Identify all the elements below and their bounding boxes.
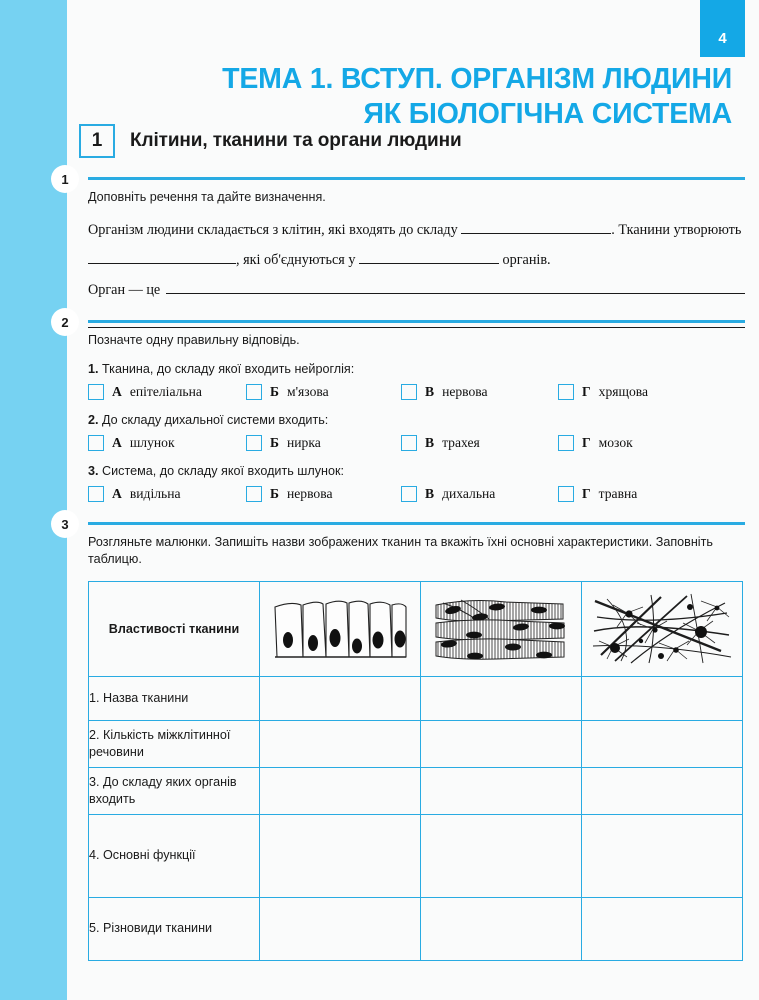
answer-cell[interactable]	[260, 897, 421, 960]
exercise-1-badge: 1	[51, 165, 79, 193]
question-1-options	[88, 384, 745, 400]
page-number: 4	[718, 30, 727, 47]
answer-blank-4[interactable]	[166, 293, 745, 294]
table-row	[89, 897, 743, 960]
exercise-1-instruction: Доповніть речення та дайте визначення.	[88, 190, 326, 204]
row-label-2: 2. Кількість міжклітинної речовини	[89, 720, 260, 767]
question-3-number: 3.	[88, 464, 99, 479]
option-2b[interactable]	[246, 435, 401, 451]
tissue-table	[88, 581, 743, 961]
option-letter: Б	[270, 435, 279, 451]
checkbox-icon[interactable]	[401, 486, 417, 502]
table-header-image-2	[421, 581, 582, 676]
option-3c[interactable]	[401, 486, 558, 502]
table-row	[89, 676, 743, 720]
option-letter: А	[112, 435, 122, 451]
option-letter: А	[112, 486, 122, 502]
question-2-options	[88, 435, 745, 451]
option-letter: В	[425, 384, 435, 400]
option-label: дихальна	[442, 486, 496, 502]
answer-cell[interactable]	[260, 676, 421, 720]
exercise-2-instruction: Позначте одну правильну відповідь.	[88, 333, 300, 347]
answer-blank-1[interactable]	[461, 233, 611, 234]
option-letter: Б	[270, 384, 279, 400]
lesson-header	[79, 124, 462, 158]
option-label: трахея	[442, 435, 480, 451]
checkbox-icon[interactable]	[558, 435, 574, 451]
table-header-row	[89, 581, 743, 676]
answer-blank-2[interactable]	[88, 263, 236, 264]
sentence-part-4: органів.	[502, 252, 551, 269]
theme-title-line-2: ЯК БІОЛОГІЧНА СИСТЕМА	[363, 97, 732, 130]
answer-cell[interactable]	[421, 814, 582, 897]
question-2-number: 2.	[88, 413, 99, 428]
exercise-3-body	[88, 534, 745, 961]
answer-cell[interactable]	[582, 814, 743, 897]
option-label: травна	[598, 486, 638, 502]
answer-cell[interactable]	[260, 814, 421, 897]
option-label: хрящова	[598, 384, 649, 400]
checkbox-icon[interactable]	[88, 435, 104, 451]
answer-cell[interactable]	[582, 676, 743, 720]
exercise-1-sentence	[88, 215, 745, 328]
option-letter: Г	[582, 384, 591, 400]
lesson-number-box: 1	[79, 124, 115, 158]
theme-title-line-1: ТЕМА 1. ВСТУП. ОРГАНІЗМ ЛЮДИНИ	[222, 63, 732, 95]
answer-blank-3[interactable]	[359, 263, 499, 264]
sentence-part-1: Організм людини складається з клітин, які входять до складу	[88, 222, 458, 239]
exercise-3-badge: 3	[51, 510, 79, 538]
answer-cell[interactable]	[582, 720, 743, 767]
exercise-2-body	[88, 332, 745, 502]
answer-cell[interactable]	[260, 720, 421, 767]
sentence-part-3: , які об'єднуються у	[236, 252, 356, 269]
theme-title	[132, 62, 732, 132]
left-blue-sidebar	[0, 0, 67, 1000]
option-1c[interactable]	[401, 384, 558, 400]
exercise-3-rule	[88, 522, 745, 525]
option-2c[interactable]	[401, 435, 558, 451]
checkbox-icon[interactable]	[401, 384, 417, 400]
table-row	[89, 720, 743, 767]
row-label-5: 5. Різновиди тканини	[89, 897, 260, 960]
answer-cell[interactable]	[582, 897, 743, 960]
question-3-options	[88, 486, 745, 502]
answer-cell[interactable]	[260, 767, 421, 814]
checkbox-icon[interactable]	[88, 486, 104, 502]
option-letter: В	[425, 435, 435, 451]
answer-cell[interactable]	[421, 897, 582, 960]
exercise-2-badge: 2	[51, 308, 79, 336]
question-3-text: Система, до складу якої входить шлунок:	[102, 464, 345, 479]
option-1a[interactable]	[88, 384, 246, 400]
page-number-tab	[700, 0, 745, 57]
table-header-image-3	[582, 581, 743, 676]
connective-tissue-diagram	[591, 591, 733, 667]
answer-blank-5[interactable]	[88, 305, 745, 328]
exercise-1-rule	[88, 177, 745, 180]
option-1b[interactable]	[246, 384, 401, 400]
checkbox-icon[interactable]	[246, 486, 262, 502]
option-label: нирка	[287, 435, 321, 451]
answer-cell[interactable]	[421, 676, 582, 720]
option-label: шлунок	[129, 435, 175, 451]
option-1d[interactable]	[558, 384, 648, 400]
checkbox-icon[interactable]	[88, 384, 104, 400]
exercise-2-rule	[88, 320, 745, 323]
page-content	[61, 0, 759, 1000]
question-3	[88, 464, 745, 478]
option-label: епітеліальна	[129, 384, 202, 400]
question-2	[88, 413, 745, 427]
row-label-1: 1. Назва тканини	[89, 676, 260, 720]
option-3a[interactable]	[88, 486, 246, 502]
answer-cell[interactable]	[421, 720, 582, 767]
checkbox-icon[interactable]	[246, 435, 262, 451]
checkbox-icon[interactable]	[558, 486, 574, 502]
option-label: видільна	[129, 486, 181, 502]
sentence-part-2: . Тканини утворюють	[611, 222, 742, 239]
option-label: м'язова	[287, 384, 329, 400]
checkbox-icon[interactable]	[401, 435, 417, 451]
lesson-title: Клітини, тканини та органи людини	[130, 130, 462, 151]
option-letter: В	[425, 486, 435, 502]
row-label-3: 3. До складу яких органів входить	[89, 767, 260, 814]
option-label: нервова	[442, 384, 488, 400]
exercise-1-body	[88, 189, 745, 328]
option-label: мозок	[598, 435, 633, 451]
option-label: нервова	[287, 486, 333, 502]
question-1	[88, 362, 745, 376]
option-letter: Г	[582, 486, 591, 502]
exercise-3-instruction: Розгляньте малюнки. Запишіть назви зображених тканин та вкажіть їхні основні характеристики. Заповніть таблицю.	[88, 535, 713, 567]
option-letter: Г	[582, 435, 591, 451]
row-label-4: 4. Основні функції	[89, 814, 260, 897]
question-1-number: 1.	[88, 362, 99, 377]
option-2d[interactable]	[558, 435, 633, 451]
checkbox-icon[interactable]	[558, 384, 574, 400]
sentence-part-5: Орган — це	[88, 282, 161, 299]
answer-cell[interactable]	[421, 767, 582, 814]
table-row	[89, 814, 743, 897]
option-letter: А	[112, 384, 122, 400]
option-3d[interactable]	[558, 486, 637, 502]
smooth-muscle-tissue-diagram	[431, 591, 571, 667]
table-row	[89, 767, 743, 814]
question-1-text: Тканина, до складу якої входить нейроглія:	[102, 362, 355, 377]
table-header-image-1	[260, 581, 421, 676]
option-letter: Б	[270, 486, 279, 502]
columnar-epithelium-diagram	[269, 591, 411, 667]
answer-cell[interactable]	[582, 767, 743, 814]
option-2a[interactable]	[88, 435, 246, 451]
option-3b[interactable]	[246, 486, 401, 502]
table-header-properties: Властивості тканини	[89, 581, 260, 676]
checkbox-icon[interactable]	[246, 384, 262, 400]
question-2-text: До складу дихальної системи входить:	[102, 413, 329, 428]
